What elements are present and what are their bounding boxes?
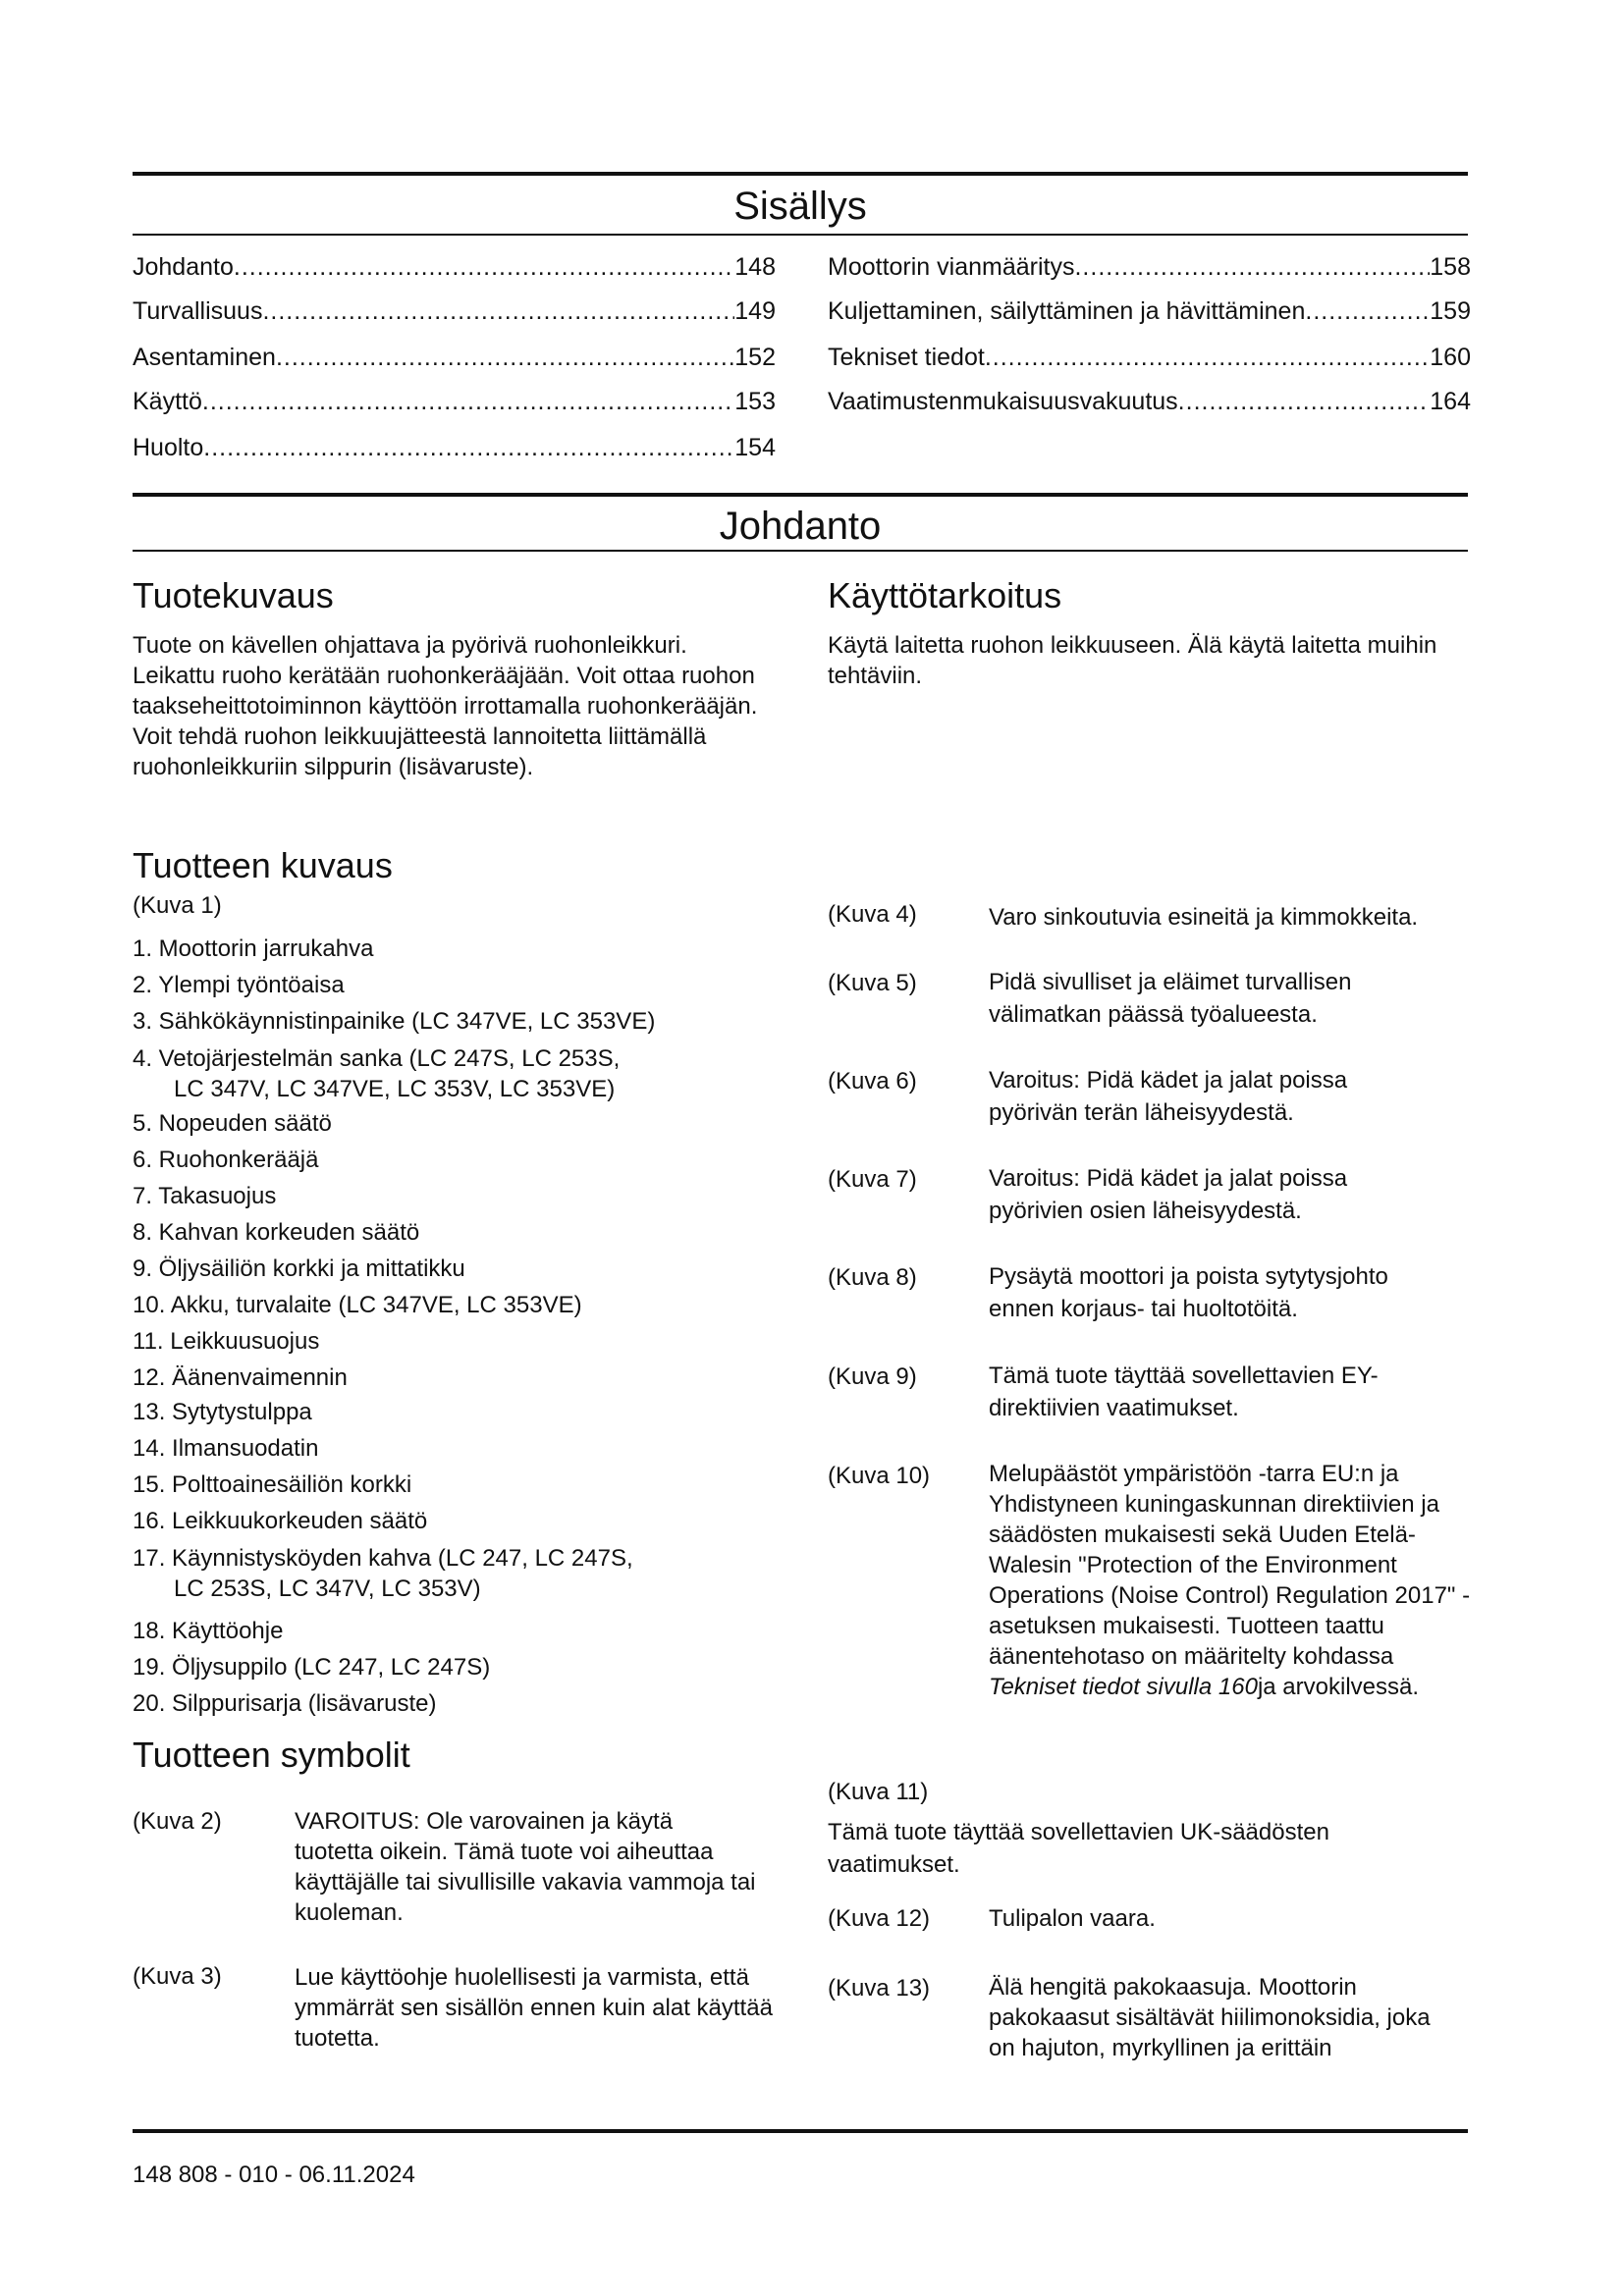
toc-entry[interactable]	[133, 343, 776, 372]
list-item: 7. Takasuojus	[133, 1183, 277, 1209]
figure-ref: (Kuva 6)	[828, 1068, 917, 1095]
figure-ref: (Kuva 2)	[133, 1808, 222, 1835]
heading-tuotteen-symbolit: Tuotteen symbolit	[133, 1735, 410, 1775]
toc-entry[interactable]	[828, 252, 1471, 282]
figure-ref: (Kuva 5)	[828, 970, 917, 996]
figure-ref: (Kuva 9)	[828, 1363, 917, 1390]
list-item: 18. Käyttöohje	[133, 1618, 284, 1644]
uk-conformity-text: Tämä tuote täyttää sovellettavien UK-säädösten vaatimukset.	[828, 1819, 1329, 1878]
toc-leader-dots	[276, 343, 734, 372]
toc-entry[interactable]	[828, 387, 1471, 416]
toc-entry-label: Käyttö	[133, 388, 202, 415]
tuotekuvaus-text: Tuote on kävellen ohjattava ja pyörivä ruohonleikkuri. Leikattu ruoho kerätään ruohonkerääjään. Voit ottaa ruohon taakseheittotoiminnon käyttöön irrottamalla ruohonkerääjän. Voit tehdä ruohon leikkuujätteestä lannoitetta liittämällä ruohonleikkuriin silppurin (lisävaruste).	[133, 632, 758, 780]
list-item: 11. Leikkuusuojus	[133, 1328, 320, 1355]
heading-kayttotarkoitus: Käyttötarkoitus	[828, 575, 1062, 615]
list-item: 13. Sytytystulppa	[133, 1399, 312, 1425]
list-item: 10. Akku, turvalaite (LC 347VE, LC 353VE)	[133, 1292, 582, 1318]
toc-entry-label: Asentaminen	[133, 344, 276, 371]
figure-ref: (Kuva 3)	[133, 1963, 222, 1990]
list-item: 6. Ruohonkerääjä	[133, 1147, 319, 1173]
toc-leader-dots	[1178, 387, 1431, 416]
figure-ref: (Kuva 8)	[828, 1264, 917, 1291]
toc-entry-label: Moottorin vianmääritys	[828, 253, 1075, 281]
figure-ref: (Kuva 13)	[828, 1975, 931, 2002]
toc-entry-page: 149	[734, 297, 776, 325]
list-item: 4. Vetojärjestelmän sanka (LC 247S, LC 253S, LC 347V, LC 347VE, LC 353V, LC 353VE)	[133, 1045, 621, 1102]
figure-ref: (Kuva 1)	[133, 892, 222, 919]
list-item: 14. Ilmansuodatin	[133, 1435, 319, 1462]
toc-entry-page: 148	[734, 253, 776, 281]
symbol-description: Varoitus: Pidä kädet ja jalat poissa pyörivän terän läheisyydestä.	[989, 1067, 1348, 1126]
toc-leader-dots	[1305, 296, 1430, 326]
footer-rule	[133, 2129, 1468, 2133]
heading-tuotekuvaus: Tuotekuvaus	[133, 575, 334, 615]
list-item: 5. Nopeuden säätö	[133, 1110, 332, 1137]
toc-entry[interactable]	[133, 433, 776, 462]
toc-entry[interactable]	[133, 252, 776, 282]
toc-entry[interactable]	[828, 343, 1471, 372]
technical-data-link[interactable]: Tekniset tiedot sivulla 160	[989, 1674, 1258, 1700]
toc-leader-dots	[202, 387, 734, 416]
list-item: 12. Äänenvaimennin	[133, 1364, 348, 1391]
toc-leader-dots	[234, 252, 734, 282]
list-item: 3. Sähkökäynnistinpainike (LC 347VE, LC 353VE)	[133, 1008, 656, 1035]
list-item: 15. Polttoainesäiliön korkki	[133, 1471, 412, 1498]
toc-entry-label: Johdanto	[133, 253, 234, 281]
section-top-rule	[133, 493, 1468, 497]
toc-top-rule	[133, 172, 1468, 176]
toc-leader-dots	[203, 433, 734, 462]
list-item: 20. Silppurisarja (lisävaruste)	[133, 1690, 437, 1717]
toc-entry[interactable]	[133, 296, 776, 326]
symbol-description: Älä hengitä pakokaasuja. Moottorin pakokaasut sisältävät hiilimonoksidia, joka on hajuton, myrkyllinen ja erittäin	[989, 1974, 1431, 2061]
symbol-description: Tämä tuote täyttää sovellettavien EY-direktiivien vaatimukset.	[989, 1362, 1379, 1421]
toc-entry-label: Vaatimustenmukaisuusvakuutus	[828, 388, 1178, 415]
toc-entry-label: Kuljettaminen, säilyttäminen ja hävittäminen	[828, 297, 1306, 325]
figure-ref: (Kuva 12)	[828, 1905, 931, 1932]
list-item: 9. Öljysäiliön korkki ja mittatikku	[133, 1255, 465, 1282]
symbol-description: VAROITUS: Ole varovainen ja käytä tuotetta oikein. Tämä tuote voi aiheuttaa käyttäjälle tai sivullisille vakavia vammoja tai kuoleman.	[295, 1808, 756, 1926]
symbol-description: Varo sinkoutuvia esineitä ja kimmokkeita.	[989, 904, 1419, 931]
toc-leader-dots	[985, 343, 1430, 372]
symbol-description: Pidä sivulliset ja eläimet turvallisen välimatkan päässä työalueesta.	[989, 969, 1352, 1028]
figure-ref: (Kuva 7)	[828, 1166, 917, 1193]
toc-entry[interactable]	[133, 387, 776, 416]
list-item: 19. Öljysuppilo (LC 247, LC 247S)	[133, 1654, 491, 1681]
heading-tuotteen-kuvaus: Tuotteen kuvaus	[133, 845, 393, 885]
kayttotarkoitus-text: Käytä laitetta ruohon leikkuuseen. Älä käytä laitetta muihin tehtäviin.	[828, 632, 1437, 689]
figure-ref: (Kuva 11)	[828, 1779, 929, 1805]
toc-entry-page: 154	[734, 434, 776, 461]
symbol-description: Pysäytä moottori ja poista sytytysjohto ennen korjaus- tai huoltotöitä.	[989, 1263, 1388, 1322]
toc-title-rule	[133, 234, 1468, 236]
toc-leader-dots	[1074, 252, 1430, 282]
list-item: 8. Kahvan korkeuden säätö	[133, 1219, 420, 1246]
toc-entry-page: 160	[1430, 344, 1471, 371]
toc-entry-page: 159	[1430, 297, 1471, 325]
toc-entry[interactable]	[828, 296, 1471, 326]
toc-title: Sisällys	[733, 185, 867, 228]
figure-ref: (Kuva 4)	[828, 901, 917, 928]
list-item: 16. Leikkuukorkeuden säätö	[133, 1508, 428, 1534]
figure-ref: (Kuva 10)	[828, 1463, 931, 1489]
toc-entry-page: 153	[734, 388, 776, 415]
toc-entry-label: Huolto	[133, 434, 204, 461]
symbol-description: Tulipalon vaara.	[989, 1905, 1156, 1932]
toc-entry-label: Tekniset tiedot	[828, 344, 985, 371]
symbol-description: Lue käyttöohje huolellisesti ja varmista, että ymmärrät sen sisällön ennen kuin alat käyttää tuotetta.	[295, 1964, 773, 2052]
list-item: 17. Käynnistysköyden kahva (LC 247, LC 247S, LC 253S, LC 347V, LC 353V)	[133, 1545, 633, 1602]
footer-doc-id: 148 808 - 010 - 06.11.2024	[133, 2162, 415, 2188]
list-item: 1. Moottorin jarrukahva	[133, 935, 374, 962]
toc-entry-page: 158	[1430, 253, 1471, 281]
toc-leader-dots	[262, 296, 734, 326]
toc-entry-page: 152	[734, 344, 776, 371]
list-item: 2. Ylempi työntöaisa	[133, 972, 345, 998]
toc-entry-label: Turvallisuus	[133, 297, 263, 325]
toc-entry-page: 164	[1430, 388, 1471, 415]
section-title: Johdanto	[719, 505, 882, 548]
symbol-description: Varoitus: Pidä kädet ja jalat poissa pyörivien osien läheisyydestä.	[989, 1165, 1348, 1224]
section-title-rule	[133, 550, 1468, 552]
noise-label-description: Melupäästöt ympäristöön -tarra EU:n ja Yhdistyneen kuningaskunnan direktiivien ja säädösten mukaisesti sekä Uuden Etelä-Walesin "Protection of the Environment Operations (Noise Control) Regulation 2017" -asetuksen mukaisesti. Tuotteen taattu äänentehotaso on määritelty kohdassa Tekniset tiedot sivulla 160ja arvokilvessä.	[989, 1461, 1471, 1700]
